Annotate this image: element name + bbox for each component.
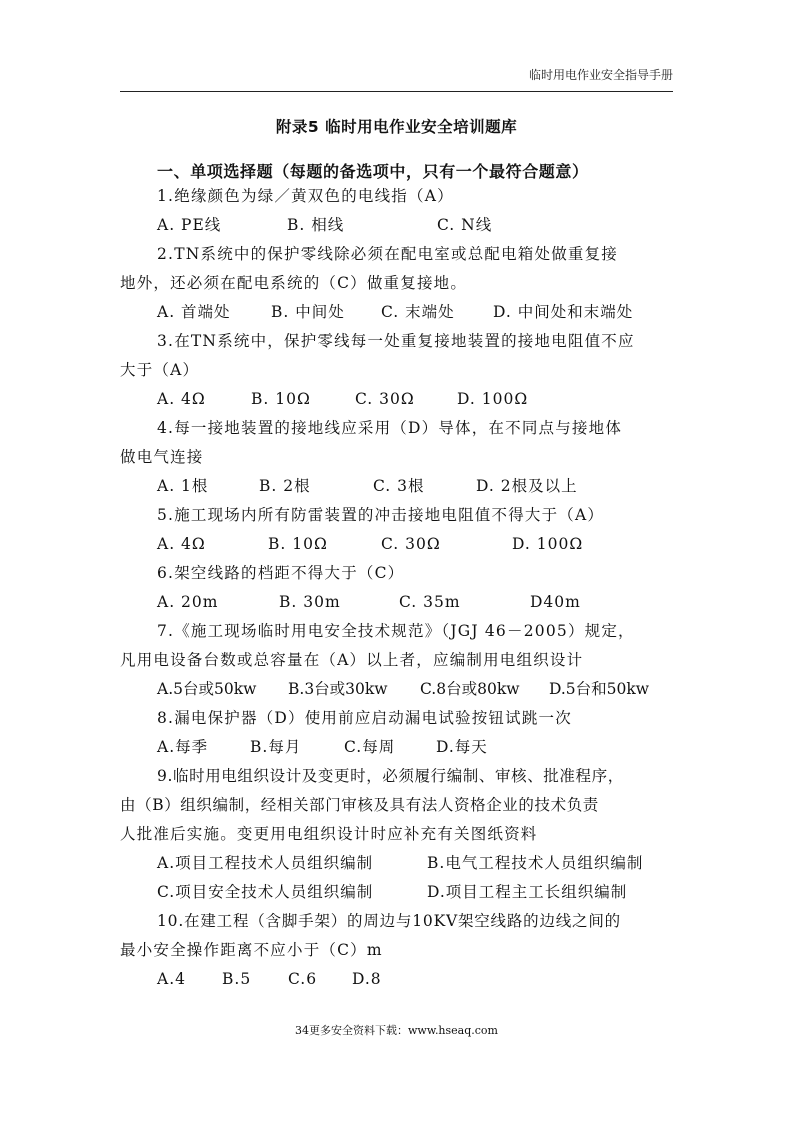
question-3-line-1: 3.在TN系统中，保护零线每一处重复接地装置的接地电阻值不应 [157,332,635,350]
question-6-option-d: D40m [530,593,581,611]
question-8-option-b: B.每月 [250,738,302,756]
question-10-option-b: B.5 [222,970,252,988]
question-2-option-d: D. 中间处和末端处 [493,303,634,321]
question-3-option-b: B. 10Ω [251,390,311,408]
header-divider [120,91,673,92]
question-3-option-a: A. 4Ω [157,390,206,408]
running-header: 临时用电作业安全指导手册 [528,68,673,82]
question-9-line-1: 9.临时用电组织设计及变更时，必须履行编制、审核、批准程序， [157,767,624,785]
question-7-option-c: C.8台或80kw [420,680,520,698]
question-6-line-1: 6.架空线路的档距不得大于（C） [157,564,405,582]
question-1-option-b: B. 相线 [287,216,345,234]
question-10-option-c: C.6 [288,970,318,988]
question-8-option-d: D.每天 [436,738,488,756]
question-10-line-2: 最小安全操作距离不应小于（C）m [120,941,383,959]
question-6-option-a: A. 20m [157,593,219,611]
question-9-line-2: 由（B）组织编制，经相关部门审核及具有法人资格企业的技术负责 [120,796,599,814]
question-7-option-d: D.5台和50kw [549,680,650,698]
section-heading: 一、单项选择题（每题的备选项中，只有一个最符合题意） [157,162,589,181]
question-3-line-2: 大于（A） [120,361,200,379]
question-9-option-b: B.电气工程技术人员组织编制 [427,854,644,872]
question-5-option-b: B. 10Ω [268,535,328,553]
question-5-option-c: C. 30Ω [381,535,441,553]
question-8-line-1: 8.漏电保护器（D）使用前应启动漏电试验按钮试跳一次 [157,709,572,727]
question-5-option-d: D. 100Ω [512,535,584,553]
question-8-option-c: C.每周 [344,738,396,756]
question-4-option-a: A. 1根 [157,477,209,495]
question-4-option-b: B. 2根 [259,477,311,495]
question-1-option-c: C. N线 [437,216,493,234]
question-2-option-a: A. 首端处 [157,303,231,321]
question-6-option-c: C. 35m [399,593,461,611]
question-10-option-d: D.8 [352,970,382,988]
question-7-option-b: B.3台或30kw [288,680,388,698]
question-5-option-a: A. 4Ω [157,535,206,553]
page-footer: 34更多安全资料下载：www.hseaq.com [295,1024,498,1037]
question-7-line-2: 凡用电设备台数或总容量在（A）以上者，应编制用电组织设计 [120,651,584,669]
question-3-option-d: D. 100Ω [457,390,529,408]
question-6-option-b: B. 30m [279,593,341,611]
question-1-line-1: 1.绝缘颜色为绿／黄双色的电线指（A） [157,187,454,205]
question-4-line-1: 4.每一接地装置的接地线应采用（D）导体，在不同点与接地体 [157,419,623,437]
question-4-option-c: C. 3根 [373,477,425,495]
page-title: 附录5 临时用电作业安全培训题库 [275,118,518,136]
question-7-line-1: 7.《施工现场临时用电安全技术规范》（JGJ 46－2005）规定， [157,622,635,640]
question-2-option-b: B. 中间处 [271,303,345,321]
question-7-option-a: A.5台或50kw [157,680,257,698]
question-9-option-d: D.项目工程主工长组织编制 [427,883,628,901]
question-4-line-2: 做电气连接 [120,448,204,466]
question-10-line-1: 10.在建工程（含脚手架）的周边与10KV架空线路的边线之间的 [157,912,621,930]
question-10-option-a: A.4 [157,970,186,988]
question-9-option-a: A.项目工程技术人员组织编制 [157,854,374,872]
question-9-line-3: 人批准后实施。变更用电组织设计时应补充有关图纸资料 [120,825,538,843]
question-2-option-c: C. 末端处 [381,303,455,321]
question-2-line-2: 地外，还必须在配电系统的（C）做重复接地。 [120,274,468,292]
question-1-option-a: A. PE线 [157,216,222,234]
question-9-option-c: C.项目安全技术人员组织编制 [157,883,374,901]
question-4-option-d: D. 2根及以上 [476,477,578,495]
question-2-line-1: 2.TN系统中的保护零线除必须在配电室或总配电箱处做重复接 [157,245,618,263]
question-3-option-c: C. 30Ω [355,390,415,408]
question-8-option-a: A.每季 [157,738,209,756]
question-5-line-1: 5.施工现场内所有防雷装置的冲击接地电阻值不得大于（A） [157,506,605,524]
